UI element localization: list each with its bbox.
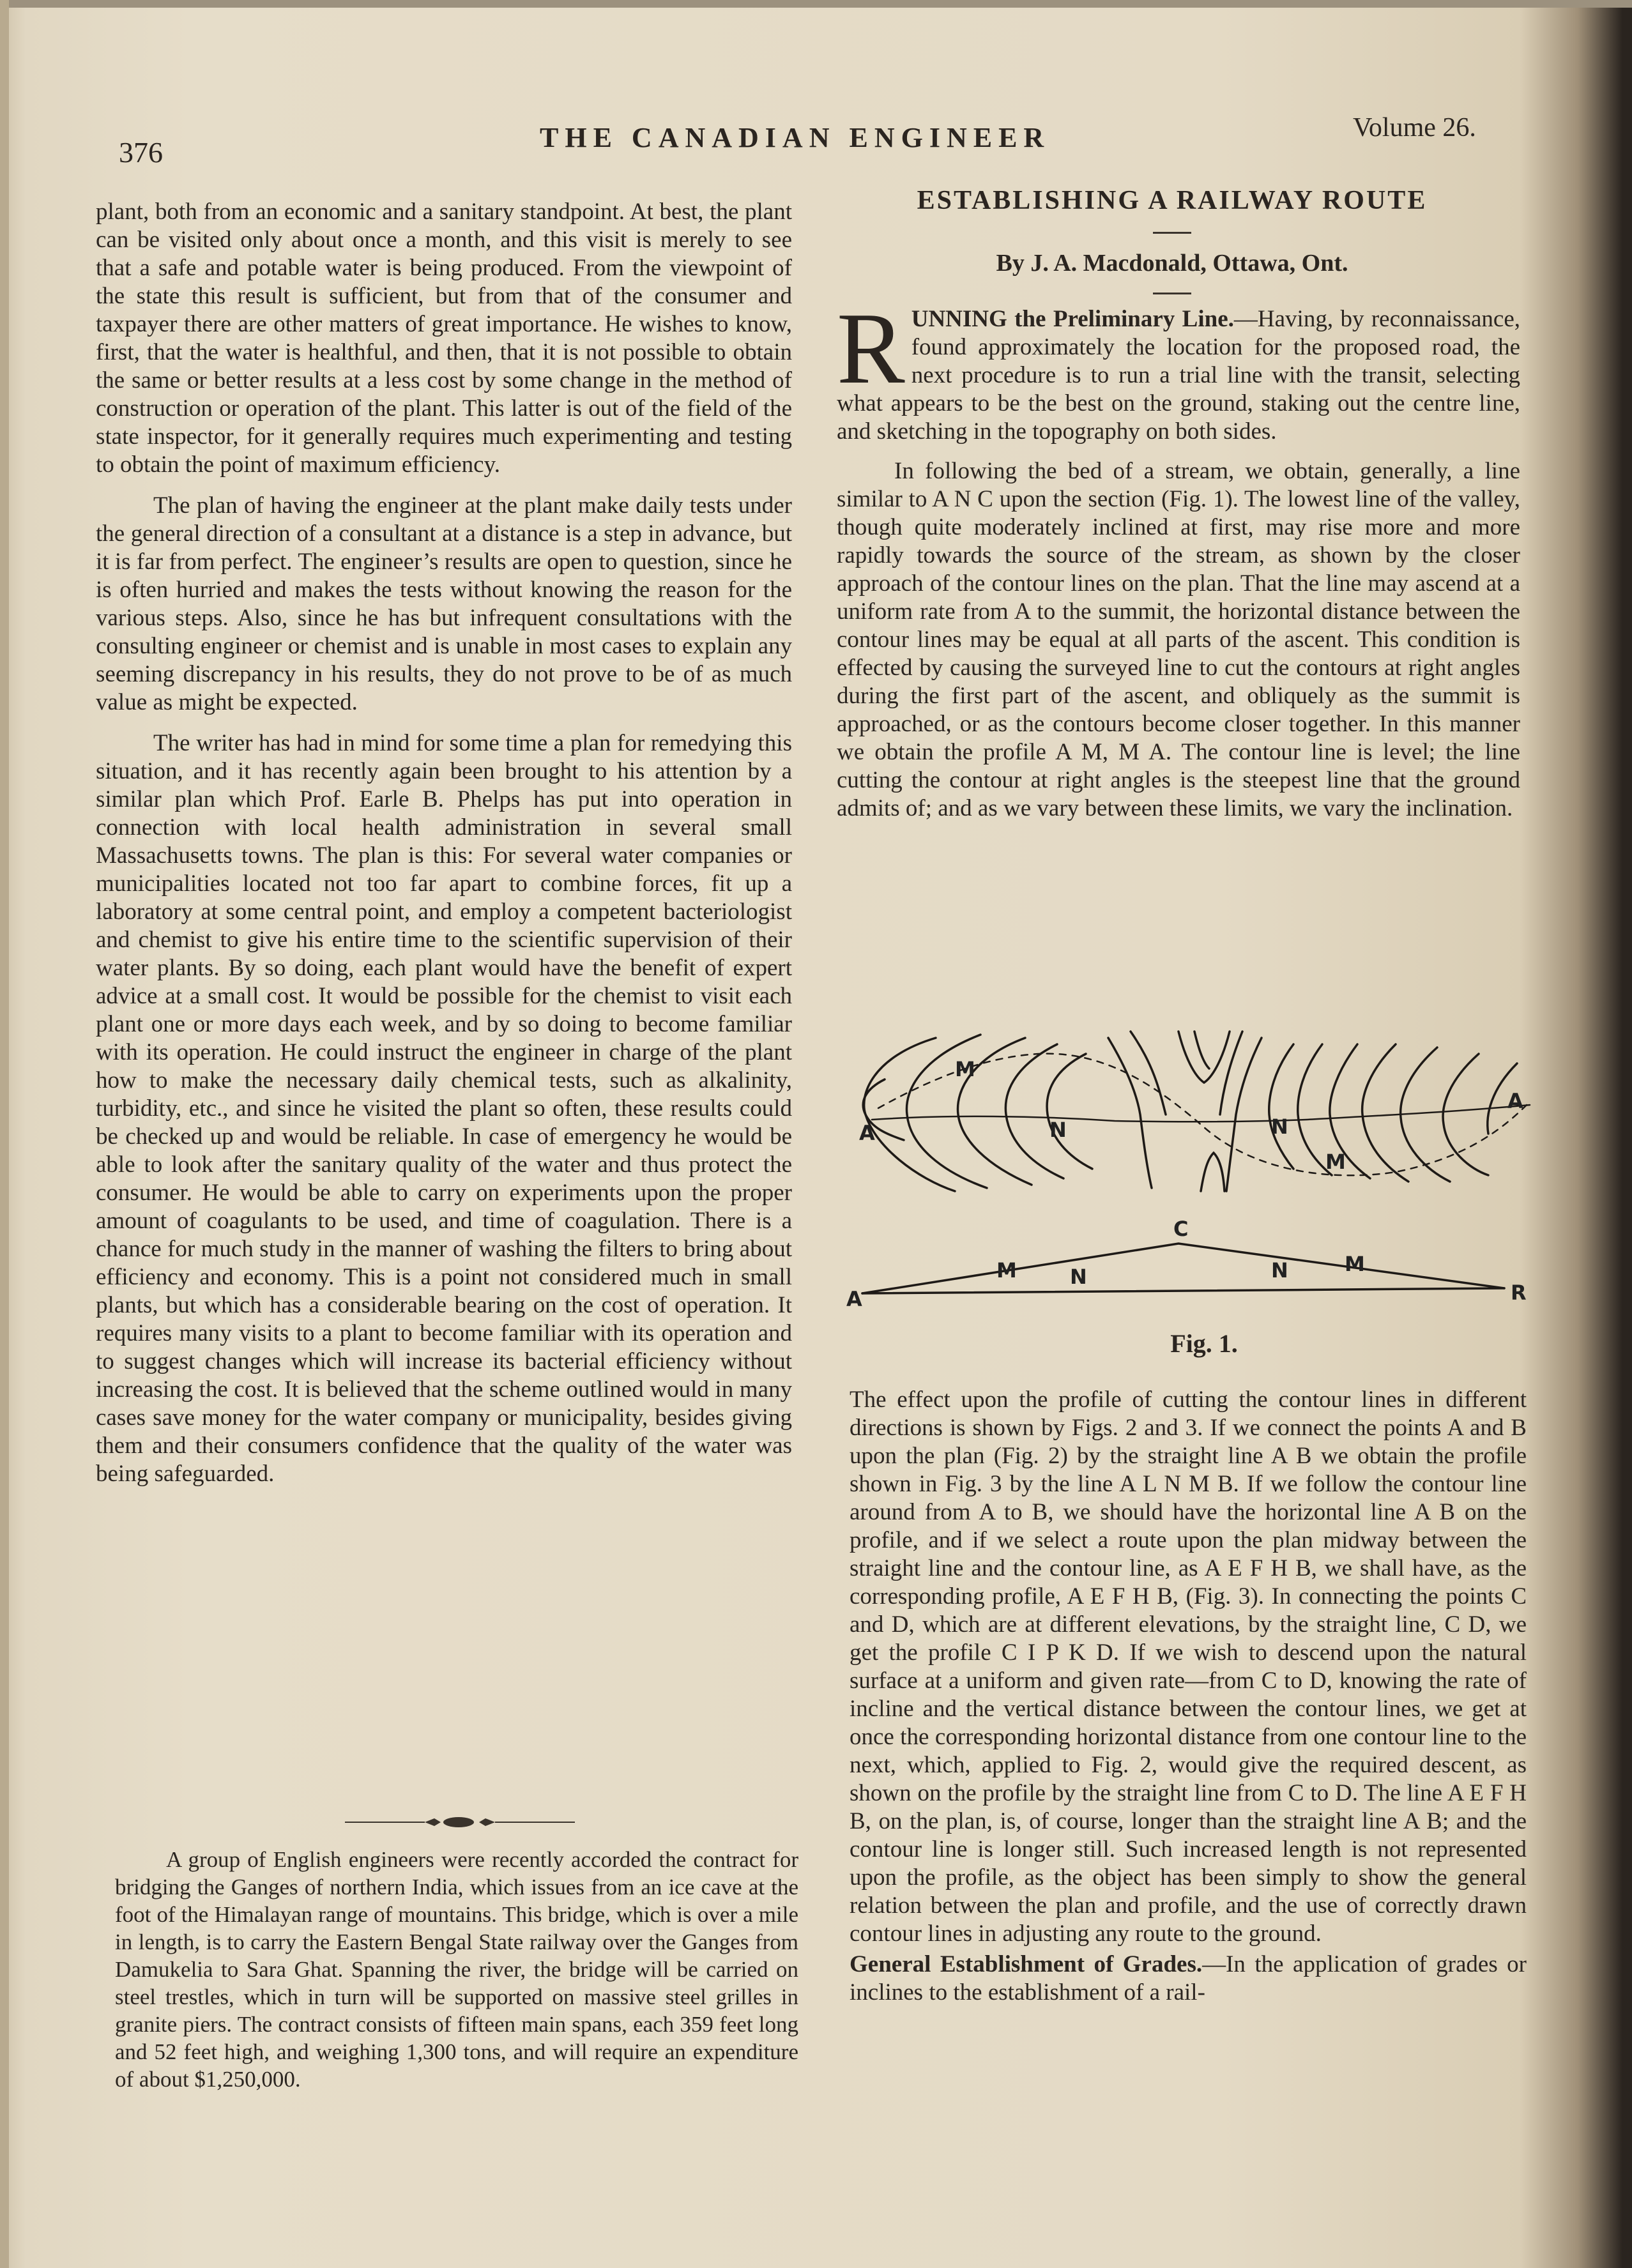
page-number: 376 (119, 136, 163, 169)
figure-label-a: A (1507, 1089, 1523, 1113)
figure-label-a: A (859, 1121, 875, 1145)
figure-label-m: M (1325, 1150, 1346, 1174)
journal-title: THE CANADIAN ENGINEER (540, 122, 1051, 153)
figure-caption: Fig. 1. (1170, 1329, 1238, 1358)
title-rule (1153, 232, 1191, 234)
lead-runin-heading: UNNING the Preliminary Line. (911, 306, 1234, 332)
article-paragraph: The effect upon the profile of cutting the contour lines in different directions is shown by Figs. 2 and 3. If we connect the points A and B upon the plan (Fig. 2) by the straight line A B we obtain the profile shown in Fig. 3 by the line A L N M B. If we follow the contour line around from A to B, we should have the horizontal line A B on the profile, and if we select a route upon the plan midway between the straight line and the contour line, as A E F H B, we shall have, as the corresponding profile, A E F H B, (Fig. 3). In connecting the points C and D, which are at different elevations, by the straight line, C D, we get the profile C I P K D. If we wish to descend upon the natural surface at a uniform and given rate—from C to D, knowing the rate of incline and the vertical distance between the contour lines, we get at once the corresponding horizontal distance from one contour line to the next, which, applied to Fig. 2, would give the required descent, as shown on the profile by the straight line from C to D. The line A E F H B, on the plan, is, of course, longer than the straight line A B; and the contour line is longer still. Such increased length is not represented upon the profile, as the object has been simply to show the general relation between the plan and profile, and the use of correctly drawn contour lines in adjusting any route to the ground. (850, 1387, 1527, 1947)
article-title: ESTABLISHING A RAILWAY ROUTE (917, 186, 1428, 215)
drop-cap: R (837, 291, 905, 405)
figure-label-n: N (1271, 1258, 1288, 1282)
figure-label-m: M (996, 1258, 1017, 1282)
left-paragraph: plant, both from an economic and a sanitary standpoint. At best, the plant can be visited only about once a month, and this visit is merely to see that a safe and potable water is being produced. From the viewpoint of the state this result is sufficient, but from that of the consumer and taxpayer there are other matters of great importance. He wishes to know, first, that the water is healthful, and then, that it is not possible to obtain the same or better results at a less cost by some change in the method of construction or operation of the plant. This latter is out of the field of the state inspector, for it generally requires much experimenting and testing to obtain the point of maximum efficiency. (96, 199, 792, 478)
figure-label-n: N (1049, 1118, 1067, 1142)
news-note: A group of English engineers were recently accorded the contract for bridging the Ganges of northern India, which issues from an ice cave at the foot of the Himalayan range of mountains. This bridge, which is over a mile in length, is to carry the Eastern Bengal State railway over the Ganges from Damukelia to Sara Ghat. Spanning the river, the bridge will be carried on steel trestles, which in turn will be supported on massive steel grilles in granite piers. The contract consists of fifteen main spans, each 359 feet long and 52 feet high, and weighing 1,300 tons, and will require an expenditure of about $1,250,000. (115, 1847, 798, 2092)
right-column-continued (850, 1386, 1527, 2007)
left-column (96, 198, 792, 1501)
figure-label-m: M (955, 1057, 975, 1081)
section-divider-ornament (345, 1813, 575, 1832)
left-paragraph: The writer has had in mind for some time a plan for remedying this situation, and it has recently again been brought to his attention by a similar plan which Prof. Earle B. Phelps has put into operation in connection with local health administration in several small Massachusetts towns. The plan is this: For several water companies or municipalities located not too far apart to combine forces, fit up a laboratory at some central point, and employ a competent bacteriologist and chemist to give his entire time to the scientific supervision of their water plants. By so doing, each plant would have the benefit of expert advice at a small cost. It would be possible for the chemist to visit each plant one or more days each week, and by so doing to become familiar with its operation. He could instruct the engineer in charge of the plant how to make the necessary daily chemical tests, such as alkalinity, turbidity, etc., and since he visited the plant so often, these results could be checked up and would be reliable. In case of emergency he would be able to look after the sanitary quality of the water and thus protect the consumer. He would be able to carry on experiments upon the proper amount of coagulants to be used, and time of coagulation. There is a chance for much study in the manner of washing the filters to bring about efficiency and economy. This is a point not considered much in small plants, but which has a considerable bearing on the cost of operation. It requires many visits to a plant to become familiar with its operation and to suggest changes which will increase its bacterial efficiency without increasing the cost. It is believed that the scheme outlined would in many cases save money for the water company or municipality, besides giving them and their consumers confidence that the quality of the water was being safeguarded. (96, 730, 792, 1487)
figure-label-m: M (1345, 1252, 1365, 1276)
figure-label-r: R (1511, 1281, 1527, 1305)
page-top-edge (0, 0, 1632, 8)
section-text: —In the application of grades or inclines to the establishment of a rail- (850, 1951, 1527, 2005)
article-paragraph (850, 1951, 1527, 2007)
figure-label-n: N (1070, 1265, 1087, 1289)
right-column (837, 291, 1521, 834)
left-paragraph: The plan of having the engineer at the plant make daily tests under the general direction of a consultant at a distance is a step in advance, but it is far from perfect. The engineer’s results are open to question, since he is often hurried and makes the tests without knowing the reason for the various steps. Also, since he has but infrequent consultations with the consulting engineer or chemist and is unable in most cases to explain any seeming discrepancy in his results, they do not prove to be of as much value as might be expected. (96, 492, 792, 715)
page-binding (0, 0, 9, 2268)
figure-contour-plan-and-profile (846, 1019, 1539, 1319)
section-runin-heading: General Establishment of Grades. (850, 1951, 1203, 1977)
article-paragraph: In following the bed of a stream, we obtain, generally, a line similar to A N C upon the section (Fig. 1). The lowest line of the valley, though quite moderately inclined at first, may rise more and more rapidly towards the source of the stream, as shown by the closer approach of the contour lines on the plan. That the line may ascend at a uniform rate from A to the summit, the horizontal distance between the contour lines may be equal at all parts of the ascent. This condition is effected by causing the surveyed line to cut the contours at right angles during the first part of the ascent, and obliquely as the summit is approached, or as the contours become closer together. In this manner we obtain the profile A M, M A. The contour line is level; the line cutting the contour at right angles is the steepest line that the ground admits of; and as we vary between these limits, we vary the inclination. (837, 458, 1520, 821)
figure-label-c: C (1173, 1217, 1189, 1241)
article-byline: By J. A. Macdonald, Ottawa, Ont. (996, 250, 1348, 277)
figure-label-a: A (846, 1287, 862, 1311)
figure-label-n: N (1271, 1115, 1288, 1139)
volume-label: Volume 26. (1353, 113, 1476, 142)
article-lead-paragraph (837, 291, 1521, 446)
byline-rule (1153, 293, 1191, 294)
lead-text: —Having, by reconnaissance, found approximately the location for the proposed road, the next procedure is to run a trial line with the transit, selecting what appears to be the best on the ground, staking out the centre line, and sketching in the topography on both sides. (837, 306, 1521, 445)
